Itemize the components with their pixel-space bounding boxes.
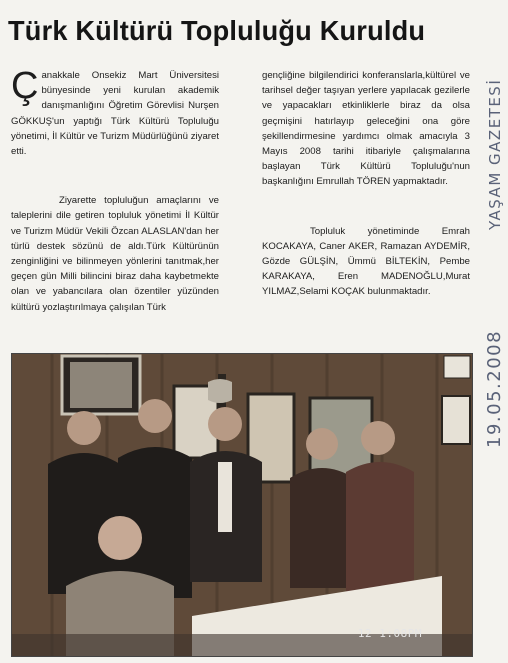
clipping-date: 19.05.2008: [484, 329, 505, 448]
article-paragraph: [11, 65, 219, 159]
source-stamp: [470, 70, 504, 450]
article-headline: Türk Kültürü Topluluğu Kuruldu: [8, 15, 426, 46]
photo-illustration: [12, 354, 472, 656]
article-paragraph: gençliğine bilgilendirici konferanslarla,kültürel ve tarihsel değer taşıyan yerlere yapılacak gezilerle ve yapacakları etkinliklerle biraz da olsa geçmişini hatırlayıp geleceğini ona göre şekillendirmesine yardımcı olmak amacıyla 3 Mayıs 2008 tarihi itibariyle çalışmalarına başlayan Türk Kültürü Topluluğu'nun başkanlığını Emrullah TÖREN yapmaktadır.: [262, 70, 470, 188]
drop-cap: Ç: [11, 65, 39, 107]
newspaper-name: YAŞAM GAZETESİ: [486, 78, 504, 230]
group-photo: [11, 353, 473, 657]
article-paragraph: Ziyarette topluluğun amaçlarını ve taleplerini dile getiren topluluk yönetimi İl Kültür ve Turizm Müdür Vekili Özcan ALASLAN'dan her türlü destek sözünü de aldı.Türk Kültürünün zenginliğini ve bilinmeyen yönlerini tanıtmak,her geçen gün Milli bilincini biraz daha kaybetmekte olan ve yabancılara olan özentiler yüzünden kültürü yozlaştırılmaya çalışılan Türk: [11, 195, 219, 313]
paragraph-text: anakkale Onsekiz Mart Üniversitesi bünyesinde yeni kurulan akademik danışmanlığını Öğretim Görevlisi Nurşen GÖKKUŞ'un yaptığı Türk Kültürü Topluluğu yönetimi, İl Kültür ve Turizm Müdürlüğünü ziyaret etti.: [11, 70, 219, 158]
photo-timestamp: 12 1:08PM: [357, 627, 422, 640]
article-paragraph: Topluluk yönetiminde Emrah KOCAKAYA, Caner AKER, Ramazan AYDEMİR, Gözde GÜLŞİN, Ümmü BİLTEKİN, Pembe KARAKAYA, Eren MADENOĞLU,Murat YILMAZ,Selami KOÇAK bulunmaktadır.: [262, 225, 470, 298]
article-right-column: [262, 68, 470, 300]
article-left-column: [11, 65, 219, 315]
